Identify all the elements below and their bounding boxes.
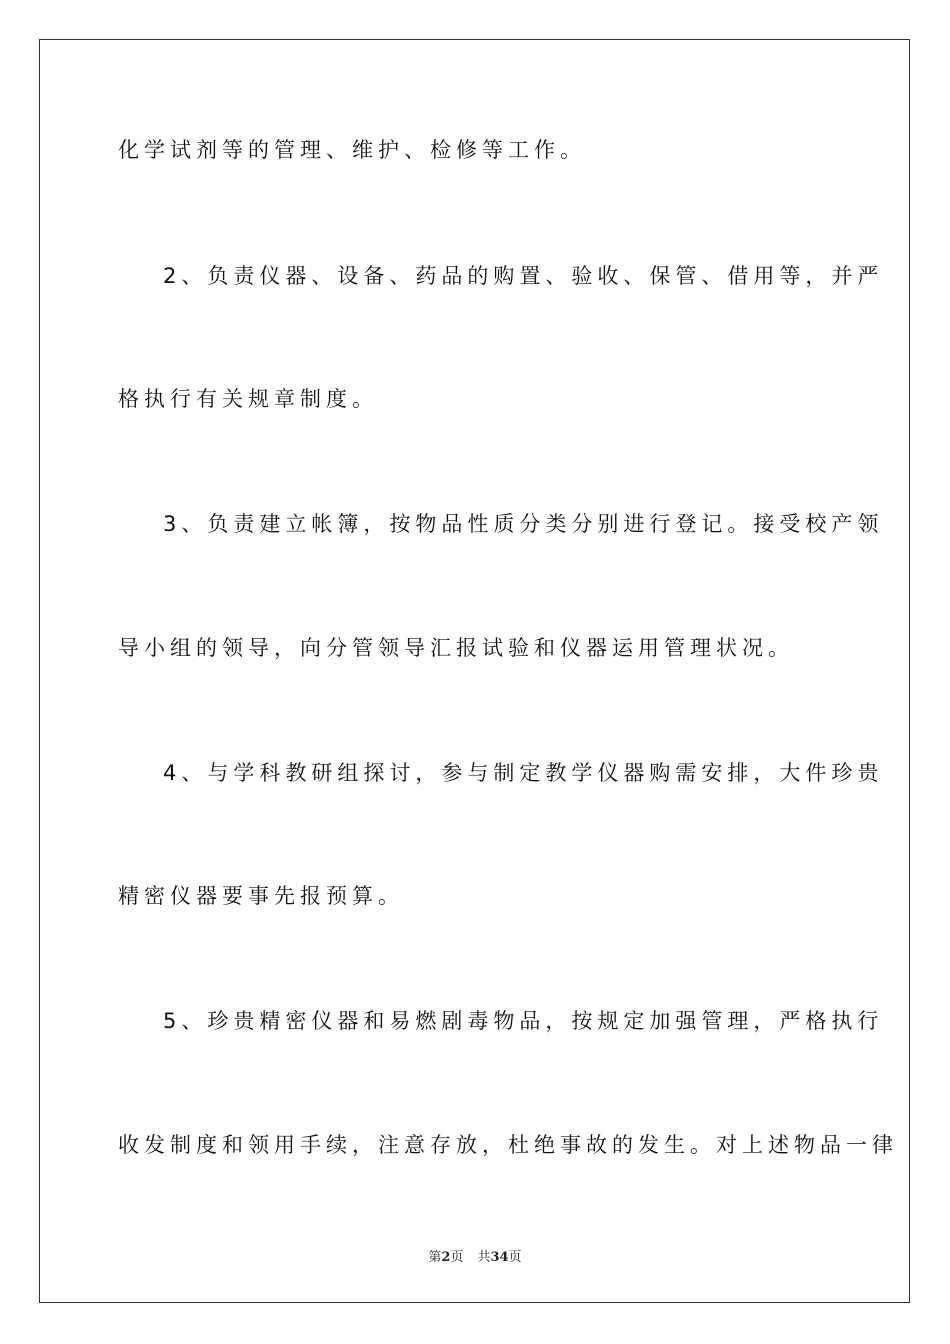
- paragraph-line-7: 精密仪器要事先报预算。: [118, 884, 404, 908]
- paragraph-line-8: 5、珍贵精密仪器和易燃剧毒物品，按规定加强管理，严格执行: [163, 1009, 884, 1033]
- paragraph-line-2: 2、负责仪器、设备、药品的购置、验收、保管、借用等，并严: [163, 264, 884, 288]
- footer-page-suffix: 页: [450, 1250, 464, 1265]
- footer-total-prefix: 共: [477, 1250, 491, 1265]
- footer-page-prefix: 第: [428, 1250, 442, 1265]
- paragraph-line-1: 化学试剂等的管理、维护、检修等工作。: [118, 138, 586, 162]
- page-footer: [0, 1246, 950, 1265]
- footer-total-suffix: 页: [508, 1250, 522, 1265]
- paragraph-line-4: 3、负责建立帐簿，按物品性质分类分别进行登记。接受校产领: [163, 512, 884, 536]
- paragraph-line-6: 4、与学科教研组探讨，参与制定教学仪器购需安排，大件珍贵: [163, 761, 884, 785]
- page-border: [39, 39, 910, 1303]
- paragraph-line-5: 导小组的领导，向分管领导汇报试验和仪器运用管理状况。: [118, 636, 794, 660]
- footer-page-number: 2: [441, 1250, 451, 1265]
- footer-total-pages: 34: [490, 1250, 509, 1265]
- paragraph-line-9: 收发制度和领用手续，注意存放，杜绝事故的发生。对上述物品一律: [118, 1133, 898, 1157]
- paragraph-line-3: 格执行有关规章制度。: [118, 387, 378, 411]
